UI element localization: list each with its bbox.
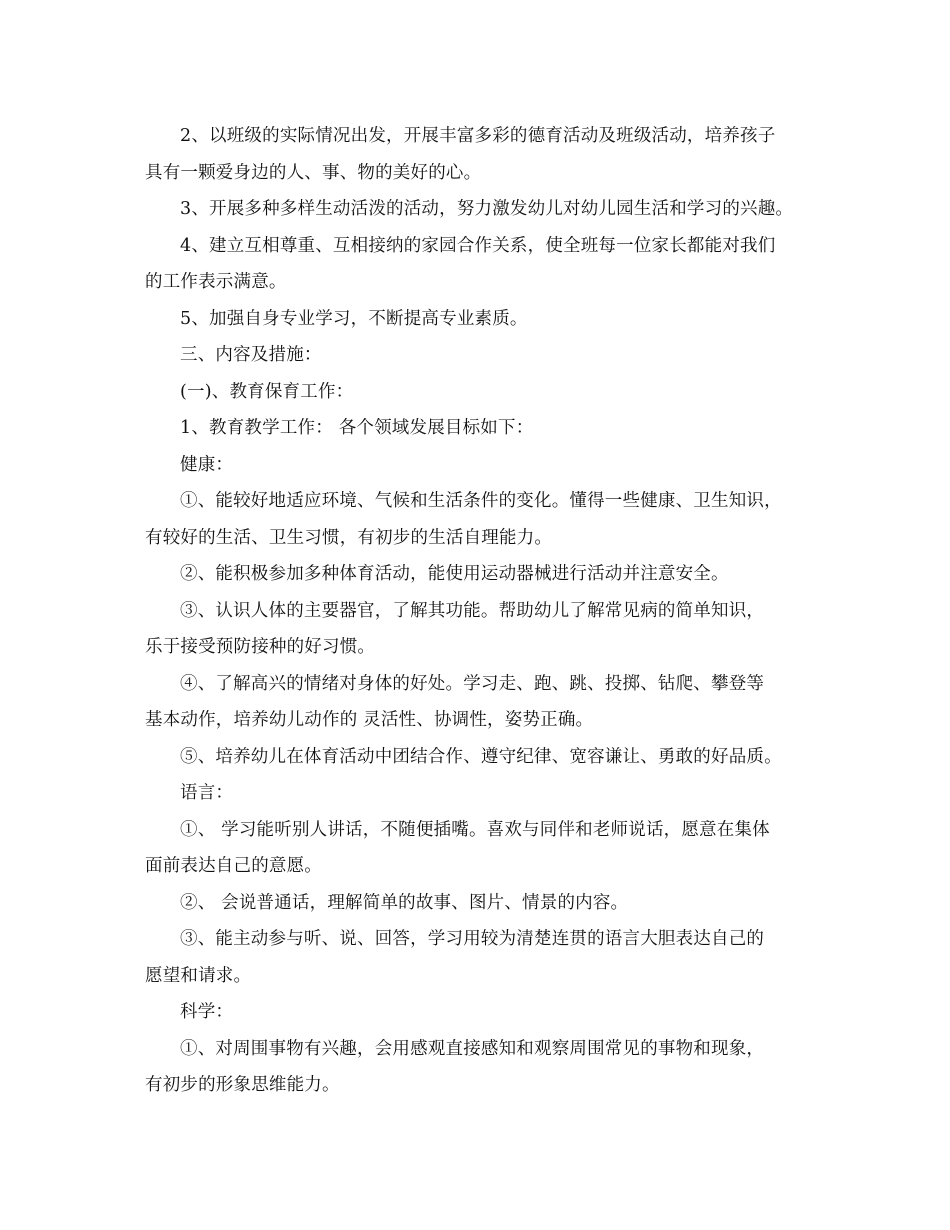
- text-line: 有较好的生活、卫生习惯，有初步的生活自理能力。: [145, 527, 553, 548]
- text-line: 1、教育教学工作： 各个领域发展目标如下：: [180, 418, 534, 438]
- text-line: ⑤、培养幼儿在体育活动中团结合作、遵守纪律、宽容谦让、勇敢的好品质。: [180, 746, 782, 767]
- text-line: ③、认识人体的主要器官，了解其功能。帮助幼儿了解常见病的简单知识，: [180, 600, 765, 621]
- subsection-heading: (一)、教育保育工作：: [180, 381, 354, 402]
- text-line: ①、 学习能听别人讲话，不随便插嘴。喜欢与同伴和老师说话，愿意在集体: [180, 819, 770, 840]
- text-line: 愿望和请求。: [145, 965, 252, 986]
- section-heading: 三、内容及措施：: [180, 345, 322, 365]
- text-line: ④、了解高兴的情绪对身体的好处。学习走、跑、跳、投掷、钻爬、攀登等: [180, 673, 765, 694]
- domain-heading-health: 健康：: [180, 454, 234, 475]
- text-line: 乐于接受预防接种的好习惯。: [145, 637, 376, 657]
- text-line: 面前表达自己的意愿。: [145, 856, 322, 876]
- text-line: 4、建立互相尊重、互相接纳的家园合作关系，使全班每一位家长都能对我们: [180, 235, 776, 256]
- text-line: ①、对周围事物有兴趣，会用感观直接感知和观察周围常见的事物和现象，: [180, 1038, 765, 1059]
- text-line: ③、能主动参与听、说、回答，学习用较为清楚连贯的语言大胆表达自己的: [180, 929, 765, 949]
- text-line: ②、能积极参加多种体育活动，能使用运动器械进行活动并注意安全。: [180, 564, 729, 584]
- text-line: 3、开展多种多样生动活泼的活动，努力激发幼儿对幼儿园生活和学习的兴趣。: [180, 199, 794, 219]
- domain-heading-science: 科学：: [180, 1002, 234, 1022]
- document-body: [145, 118, 825, 1104]
- text-line: 5、加强自身专业学习，不断提高专业素质。: [180, 308, 528, 329]
- text-line: 基本动作，培养幼儿动作的 灵活性、协调性，姿势正确。: [145, 710, 594, 730]
- text-line: 2、以班级的实际情况出发，开展丰富多彩的德育活动及班级活动，培养孩子: [180, 126, 776, 146]
- text-line: 有初步的形象思维能力。: [145, 1075, 340, 1095]
- domain-heading-language: 语言：: [180, 783, 234, 803]
- text-line: 的工作表示满意。: [145, 272, 287, 292]
- text-line: ②、 会说普通话，理解简单的故事、图片、情景的内容。: [180, 892, 629, 913]
- text-line: 具有一颗爱身边的人、事、物的美好的心。: [145, 162, 482, 183]
- text-line: ①、能较好地适应环境、气候和生活条件的变化。懂得一些健康、卫生知识，: [180, 491, 782, 511]
